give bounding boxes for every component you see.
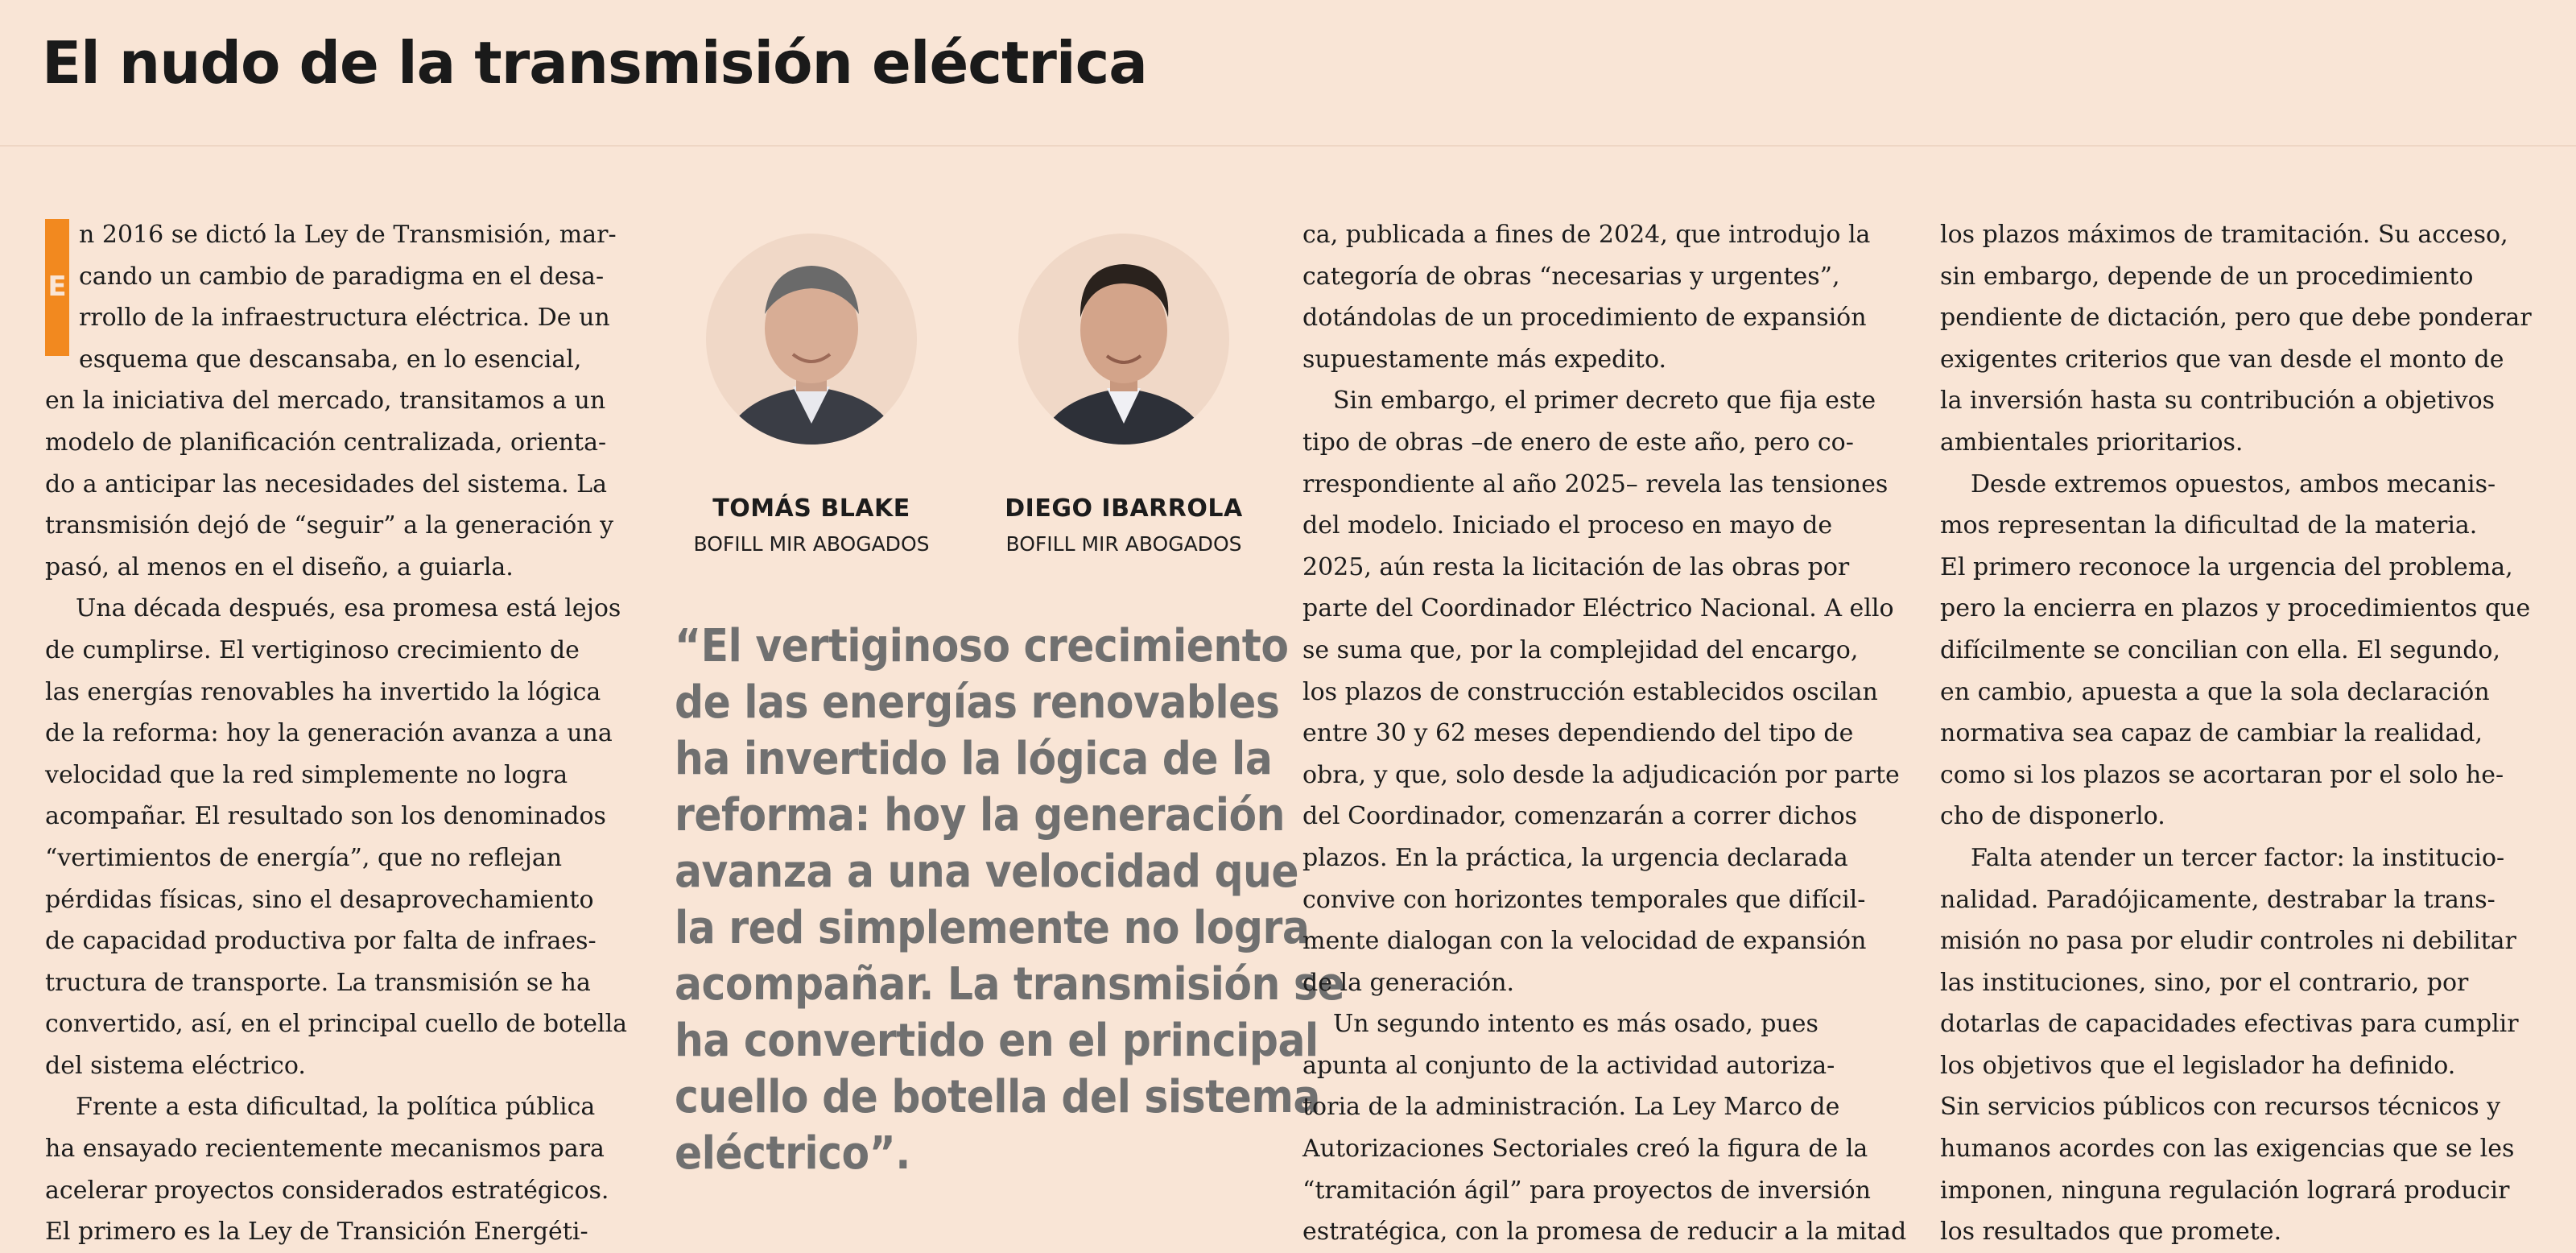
text-line: pendiente de dictación, pero que debe ponderar [1940, 304, 2532, 333]
text-line: dotarlas de capacidades efectivas para cumplir [1940, 1010, 2519, 1039]
text-line: acompañar. El resultado son los denominados [45, 802, 606, 831]
author-name: DIEGO IBARROLA [1005, 494, 1243, 523]
quote-line: avanza a una velocidad que [675, 846, 1299, 898]
text-line: apunta al conjunto de la actividad autoriza- [1302, 1051, 1835, 1080]
text-line: Una década después, esa promesa está lejos [76, 594, 621, 623]
text-line: ambientales prioritarios. [1940, 428, 2244, 457]
paragraph-4 [1302, 214, 1898, 380]
portrait-icon [706, 234, 917, 445]
text-line: estratégica, con la promesa de reducir a la mitad [1302, 1218, 1907, 1247]
text-line: de capacidad productiva por falta de infraes- [45, 927, 597, 956]
text-line: cho de disponerlo. [1940, 802, 2165, 831]
text-line: de la reforma: hoy la generación avanza a una [45, 719, 613, 748]
author-firm: BOFILL MIR ABOGADOS [1005, 532, 1242, 556]
author-photo [1018, 234, 1229, 445]
text-line: supuestamente más expedito. [1302, 345, 1667, 374]
text-line: tructura de transporte. La transmisión se ha [45, 968, 591, 997]
text-line: de la generación. [1302, 968, 1515, 997]
text-line: rrollo de la infraestructura eléctrica. De un [79, 304, 610, 333]
text-line: mente dialogan con la velocidad de expansión [1302, 927, 1867, 956]
author-name: TOMÁS BLAKE [712, 494, 910, 523]
text-line: rrespondiente al año 2025– revela las tensiones [1302, 469, 1889, 498]
text-line: los plazos máximos de tramitación. Su acceso, [1940, 221, 2508, 249]
text-line: pasó, al menos en el diseño, a guiarla. [45, 552, 514, 581]
text-line: como si los plazos se acortaran por el solo he- [1940, 760, 2504, 789]
text-line: El primero reconoce la urgencia del problema, [1940, 552, 2513, 581]
article-column-1 [45, 214, 633, 1253]
portrait-icon [1018, 234, 1229, 445]
text-line: del sistema eléctrico. [45, 1051, 306, 1080]
paragraph-8 [1940, 464, 2531, 837]
quote-line: cuello de botella del sistema [675, 1071, 1320, 1123]
text-line: plazos. En la práctica, la urgencia declarada [1302, 843, 1848, 872]
text-line: misión no pasa por eludir controles ni debilitar [1940, 927, 2516, 956]
pull-quote [675, 618, 1345, 1182]
text-line: difícilmente se concilian con ella. El segundo, [1940, 635, 2501, 664]
paragraph-9 [1940, 837, 2528, 1253]
title-divider [0, 145, 2576, 147]
text-line: nalidad. Paradójicamente, destrabar la trans- [1940, 885, 2496, 914]
text-line: transmisión dejó de “seguir” a la generación y [45, 511, 614, 540]
paragraph-6 [1302, 1003, 1907, 1253]
text-line: esquema que descansaba, en lo esencial, [79, 345, 582, 374]
text-line: sin embargo, depende de un procedimiento [1940, 262, 2474, 291]
text-line: parte del Coordinador Eléctrico Nacional. A ello [1302, 594, 1894, 623]
text-line: Desde extremos opuestos, ambos mecanis- [1971, 469, 2496, 498]
text-line: Un segundo intento es más osado, pues [1333, 1010, 1818, 1039]
text-line: El primero es la Ley de Transición Energéti- [45, 1218, 588, 1247]
text-line: convive con horizontes temporales que difícil- [1302, 885, 1866, 914]
paragraph-2 [45, 588, 633, 1086]
text-line: las instituciones, sino, por el contrario, por [1940, 968, 2469, 997]
text-line: velocidad que la red simplemente no logra [45, 760, 568, 789]
paragraph-3 [45, 1086, 633, 1252]
text-line: cando un cambio de paradigma en el desa- [79, 262, 605, 291]
text-line: “vertimientos de energía”, que no reflejan [45, 843, 563, 872]
text-line: del Coordinador, comenzarán a correr dichos [1302, 802, 1858, 831]
text-line: se suma que, por la complejidad del encargo, [1302, 635, 1859, 664]
text-line: categoría de obras “necesarias y urgentes”, [1302, 262, 1840, 291]
text-line: los plazos de construcción establecidos oscilan [1302, 677, 1878, 706]
paragraph-1 [45, 214, 633, 588]
article-column-3 [1940, 214, 2532, 1253]
text-line: las energías renovables ha invertido la lógica [45, 677, 601, 706]
text-line: n 2016 se dictó la Ley de Transmisión, mar- [79, 221, 617, 249]
text-line: tipo de obras –de enero de este año, pero co- [1302, 428, 1854, 457]
quote-line: ha convertido en el principal [675, 1015, 1319, 1067]
author-photo [706, 234, 917, 445]
text-line: 2025, aún resta la licitación de las obras por [1302, 552, 1850, 581]
text-line: de cumplirse. El vertiginoso crecimiento de [45, 635, 580, 664]
quote-line: la red simplemente no logra [675, 902, 1310, 954]
text-line: imponen, ninguna regulación logrará producir [1940, 1176, 2510, 1205]
text-line: pero la encierra en plazos y procedimientos que [1940, 594, 2531, 623]
text-line: acelerar proyectos considerados estratégicos. [45, 1176, 609, 1205]
text-line: Autorizaciones Sectoriales creó la figura de la [1302, 1135, 1868, 1164]
text-line: ca, publicada a fines de 2024, que introdujo la [1302, 221, 1871, 249]
text-line: los objetivos que el legislador ha definido. [1940, 1051, 2456, 1080]
article-title: El nudo de la transmisión eléctrica [42, 29, 1147, 97]
text-line: del modelo. Iniciado el proceso en mayo de [1302, 511, 1833, 540]
text-line: Sin embargo, el primer decreto que fija este [1333, 387, 1876, 416]
text-line: normativa sea capaz de cambiar la realidad, [1940, 719, 2483, 748]
text-line: pérdidas físicas, sino el desaprovechamiento [45, 885, 594, 914]
text-line: mos representan la dificultad de la materia. [1940, 511, 2478, 540]
text-line: entre 30 y 62 meses dependiendo del tipo de [1302, 719, 1854, 748]
text-line: exigentes criterios que van desde el monto de [1940, 345, 2504, 374]
text-line: la inversión hasta su contribución a objetivos [1940, 387, 2496, 416]
text-line: ha ensayado recientemente mecanismos para [45, 1135, 605, 1164]
author-firm: BOFILL MIR ABOGADOS [693, 532, 930, 556]
paragraph-5 [1302, 380, 1898, 1003]
quote-line: eléctrico”. [675, 1127, 910, 1180]
text-line: obra, y que, solo desde la adjudicación por parte [1302, 760, 1900, 789]
author-card-tomas-blake [667, 234, 956, 556]
quote-line: acompañar. La transmisión se [675, 958, 1345, 1011]
text-line: Frente a esta dificultad, la política pública [76, 1093, 596, 1122]
text-line: modelo de planificación centralizada, orienta- [45, 428, 607, 457]
text-line: los resultados que promete. [1940, 1218, 2282, 1247]
quote-line: “El vertiginoso crecimiento [675, 620, 1289, 672]
text-line: Falta atender un tercer factor: la institucio- [1971, 843, 2505, 872]
article-column-2 [1302, 214, 1907, 1253]
paragraph-7 [1940, 214, 2532, 464]
text-line: Sin servicios públicos con recursos técnicos y [1940, 1093, 2501, 1122]
text-line: en la iniciativa del mercado, transitamos a un [45, 387, 606, 416]
text-line: dotándolas de un procedimiento de expansión [1302, 304, 1867, 333]
text-line: en cambio, apuesta a que la sola declaración [1940, 677, 2490, 706]
text-line: “tramitación ágil” para proyectos de inversión [1302, 1176, 1871, 1205]
quote-line: ha invertido la lógica de la [675, 733, 1273, 785]
text-line: convertido, así, en el principal cuello de botella [45, 1010, 628, 1039]
text-line: do a anticipar las necesidades del sistema. La [45, 469, 607, 498]
text-line: humanos acordes con las exigencias que se les [1940, 1135, 2515, 1164]
quote-line: reforma: hoy la generación [675, 789, 1285, 842]
author-card-diego-ibarrola [979, 234, 1269, 556]
text-line: toria de la administración. La Ley Marco de [1302, 1093, 1840, 1122]
quote-line: de las energías renovables [675, 676, 1280, 729]
drop-cap: E [45, 219, 69, 356]
